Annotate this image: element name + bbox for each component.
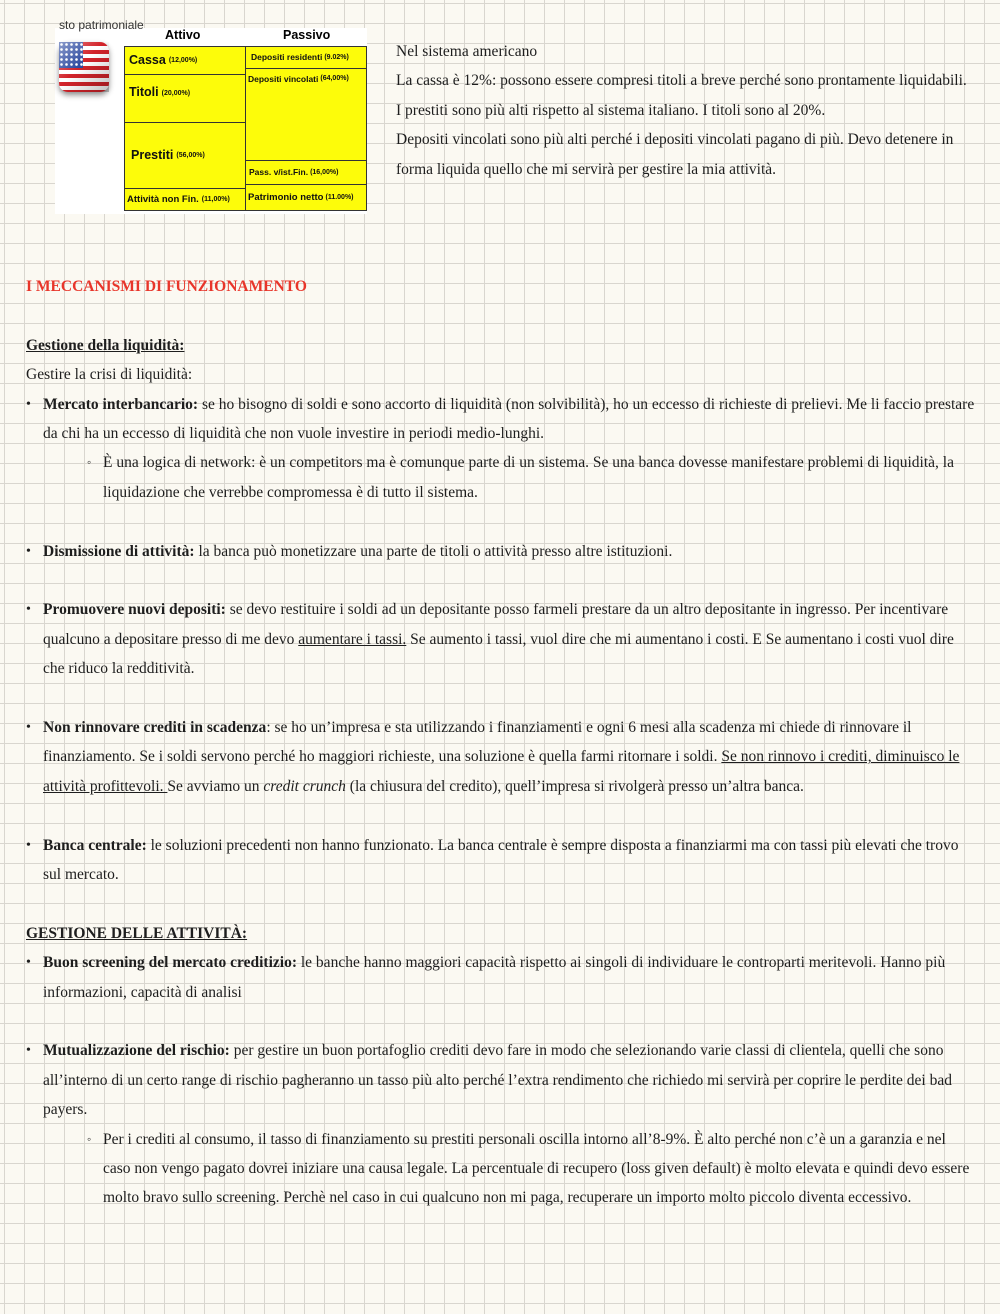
attivo-prestiti-pct: (56,00%) xyxy=(176,152,205,159)
passivo-patrimonio-label: Patrimonio netto xyxy=(248,191,324,203)
item-text: la banca può monetizzare una parte de titoli o attività presso altre istituzioni. xyxy=(194,542,673,560)
liquidity-intro: Gestire la crisi di liquidità: xyxy=(26,366,193,384)
passivo-ist-fin-label: Pass. v/ist.Fin. xyxy=(249,167,309,178)
item-bold-label: Dismissione di attività: xyxy=(43,542,195,560)
figure-caption-cut: sto patrimoniale xyxy=(59,18,144,32)
attivo-cassa-pct: (12,00%) xyxy=(168,57,198,64)
liquidity-list-3 xyxy=(26,595,976,683)
attivo-prestiti-label: Prestiti xyxy=(131,148,174,163)
list-item-dismissione xyxy=(26,537,976,566)
balance-sheet-figure xyxy=(55,18,367,214)
item-text: : se ho un’impresa e sta utilizzando i finanziamenti e ogni 6 mesi alla scadenza mi chiede di rinnovare il finanziamento. Se i soldi servono perché ho maggiori richieste, una soluzione è quella farmi ritornare i soldi. xyxy=(43,719,912,766)
passivo-dep-vincolati-box xyxy=(245,68,367,161)
liquidity-list xyxy=(26,390,976,508)
us-system-notes xyxy=(396,37,976,184)
attivo-nonfin-pct: (11,00%) xyxy=(201,196,230,203)
attivo-cassa-box xyxy=(124,46,248,75)
item-bold-label: Buon screening del mercato creditizio: xyxy=(43,954,297,972)
activities-heading: GESTIONE DELLE ATTIVITÀ: xyxy=(26,924,248,942)
side-line-2: La cassa è 12%: possono essere compresi titoli a breve perché sono prontamente liquidabili. xyxy=(396,72,967,90)
list-item-screening xyxy=(26,948,976,1007)
item-bold-label: Mercato interbancario: xyxy=(43,395,199,413)
item-bold-label: Non rinnovare crediti in scadenza xyxy=(43,719,267,737)
item-text: se ho bisogno di soldi e sono accorto di liquidità (non solvibilità), ho un eccesso di richieste di prelievi. Me li faccio prestare da chi ha un eccesso di liquidità che non vuole investire in periodi medio-lunghi. xyxy=(43,395,975,443)
passivo-dep-residenti-box xyxy=(245,46,367,69)
main-content xyxy=(26,272,976,1213)
us-flag-icon xyxy=(59,42,109,92)
attivo-titoli-pct: (20,00%) xyxy=(161,90,191,97)
activities-list xyxy=(26,948,976,1007)
item-text: se devo restituire i soldi ad un depositante posso farmeli prestare da un altro depositante in ingresso. Per incentivare qualcuno a depositare presso di me devo xyxy=(43,601,949,648)
passivo-header: Passivo xyxy=(283,28,331,42)
liquidity-list-5 xyxy=(26,831,976,890)
item-text: le banche hanno maggiori capacità rispetto ai singoli di individuare le controparti meritevoli. Hanno più informazioni, capacità di analisi xyxy=(43,954,946,1001)
sub-item-network: ◦ È una logica di network: è un competitors ma è comunque parte di un sistema. Se una banca dovesse manifestare problemi di liquidità, la liquidazione che verrebbe compromessa è di tutto il sistema. xyxy=(43,448,976,507)
item-text-cont: Se avviamo un xyxy=(167,777,264,795)
liquidity-list-4 xyxy=(26,713,976,801)
passivo-dep-vincolati-pct: (64,00%) xyxy=(320,75,349,82)
list-item-depositi xyxy=(26,595,976,683)
item-text: le soluzioni precedenti non hanno funzionato. La banca centrale è sempre disposta a finanziarmi ma con tassi più elevati che trovo sul mercato. xyxy=(43,836,959,884)
item-bold-label: Promuovere nuovi depositi: xyxy=(43,601,226,619)
item-text-cont: Se aumento i tassi, vuol dire che mi aumentano i costi. E Se aumentano i costi vuol dire che riduco la redditività. xyxy=(43,630,954,678)
attivo-nonfin-label: Attività non Fin. xyxy=(127,193,199,205)
attivo-prestiti-box xyxy=(124,122,248,189)
sub-list xyxy=(43,448,976,507)
item-underlined: Se non rinnovo i crediti, diminuisco le attività profittevoli. xyxy=(43,748,960,795)
list-item-interbancario xyxy=(26,390,976,508)
liquidity-heading: Gestione della liquidità: xyxy=(26,336,185,354)
list-item-mutualizzazione xyxy=(26,1036,976,1212)
item-underlined: aumentare i tassi. xyxy=(298,630,407,648)
attivo-header: Attivo xyxy=(165,28,201,42)
list-item-rinnovo xyxy=(26,713,976,801)
activities-list-2 xyxy=(26,1036,976,1212)
section-title: I MECCANISMI DI FUNZIONAMENTO xyxy=(26,278,307,295)
attivo-cassa-label: Cassa xyxy=(129,53,166,68)
passivo-patrimonio-pct: (11.00%) xyxy=(325,194,354,201)
attivo-titoli-box xyxy=(124,74,248,123)
attivo-nonfin-box xyxy=(124,188,248,211)
passivo-dep-residenti-pct: (9.02%) xyxy=(324,54,349,61)
liquidity-list-2 xyxy=(26,537,976,566)
item-text-end: (la chiusura del credito), quell’impresa si rivolgerà presso un’altra banca. xyxy=(345,777,804,795)
passivo-ist-fin-pct: (16,00%) xyxy=(310,169,339,176)
passivo-patrimonio-box xyxy=(245,184,367,211)
passivo-dep-residenti-label: Depositi residenti xyxy=(251,52,323,63)
passivo-ist-fin-box xyxy=(245,160,367,185)
side-line-3: I prestiti sono più alti rispetto al sistema italiano. I titoli sono al 20%. xyxy=(396,101,826,119)
item-text: per gestire un buon portafoglio crediti devo fare in modo che selezionando varie classi di clientela, quelli che sono all’interno di un certo range di rischio pagheranno un tasso più alto perché l’extra rendimento che richiedo mi servirà per coprire le perdite dei bad payers. xyxy=(43,1042,952,1119)
passivo-dep-vincolati-label: Depositi vincolati xyxy=(248,74,319,84)
item-bold-label: Mutualizzazione del rischio: xyxy=(43,1042,230,1060)
list-item-banca-centrale xyxy=(26,831,976,890)
side-line-4: Depositi vincolati sono più alti perché i depositi vincolati pagano di più. Devo detenere in forma liquida quello che mi servirà per gestire la mia attività. xyxy=(396,131,954,178)
sub-item-crediti-consumo: ◦ Per i crediti al consumo, il tasso di finanziamento su prestiti personali oscilla intorno all’8-9%. È alto perché non c’è un a garanzia e nel caso non vengo pagato dovrei iniziare una causa legale. La percentuale di recupero (loss given default) è molto elevata e quindi devo essere molto bravo sullo screening. Perchè nel caso in cui qualcuno non mi paga, recuperare un importo molto piccolo diventa eccessivo. xyxy=(43,1125,976,1213)
sub-list xyxy=(43,1125,976,1213)
side-line-1: Nel sistema americano xyxy=(396,43,538,60)
attivo-titoli-label: Titoli xyxy=(129,85,159,99)
item-bold-label: Banca centrale: xyxy=(43,836,147,854)
item-italic: credit crunch xyxy=(263,777,346,795)
